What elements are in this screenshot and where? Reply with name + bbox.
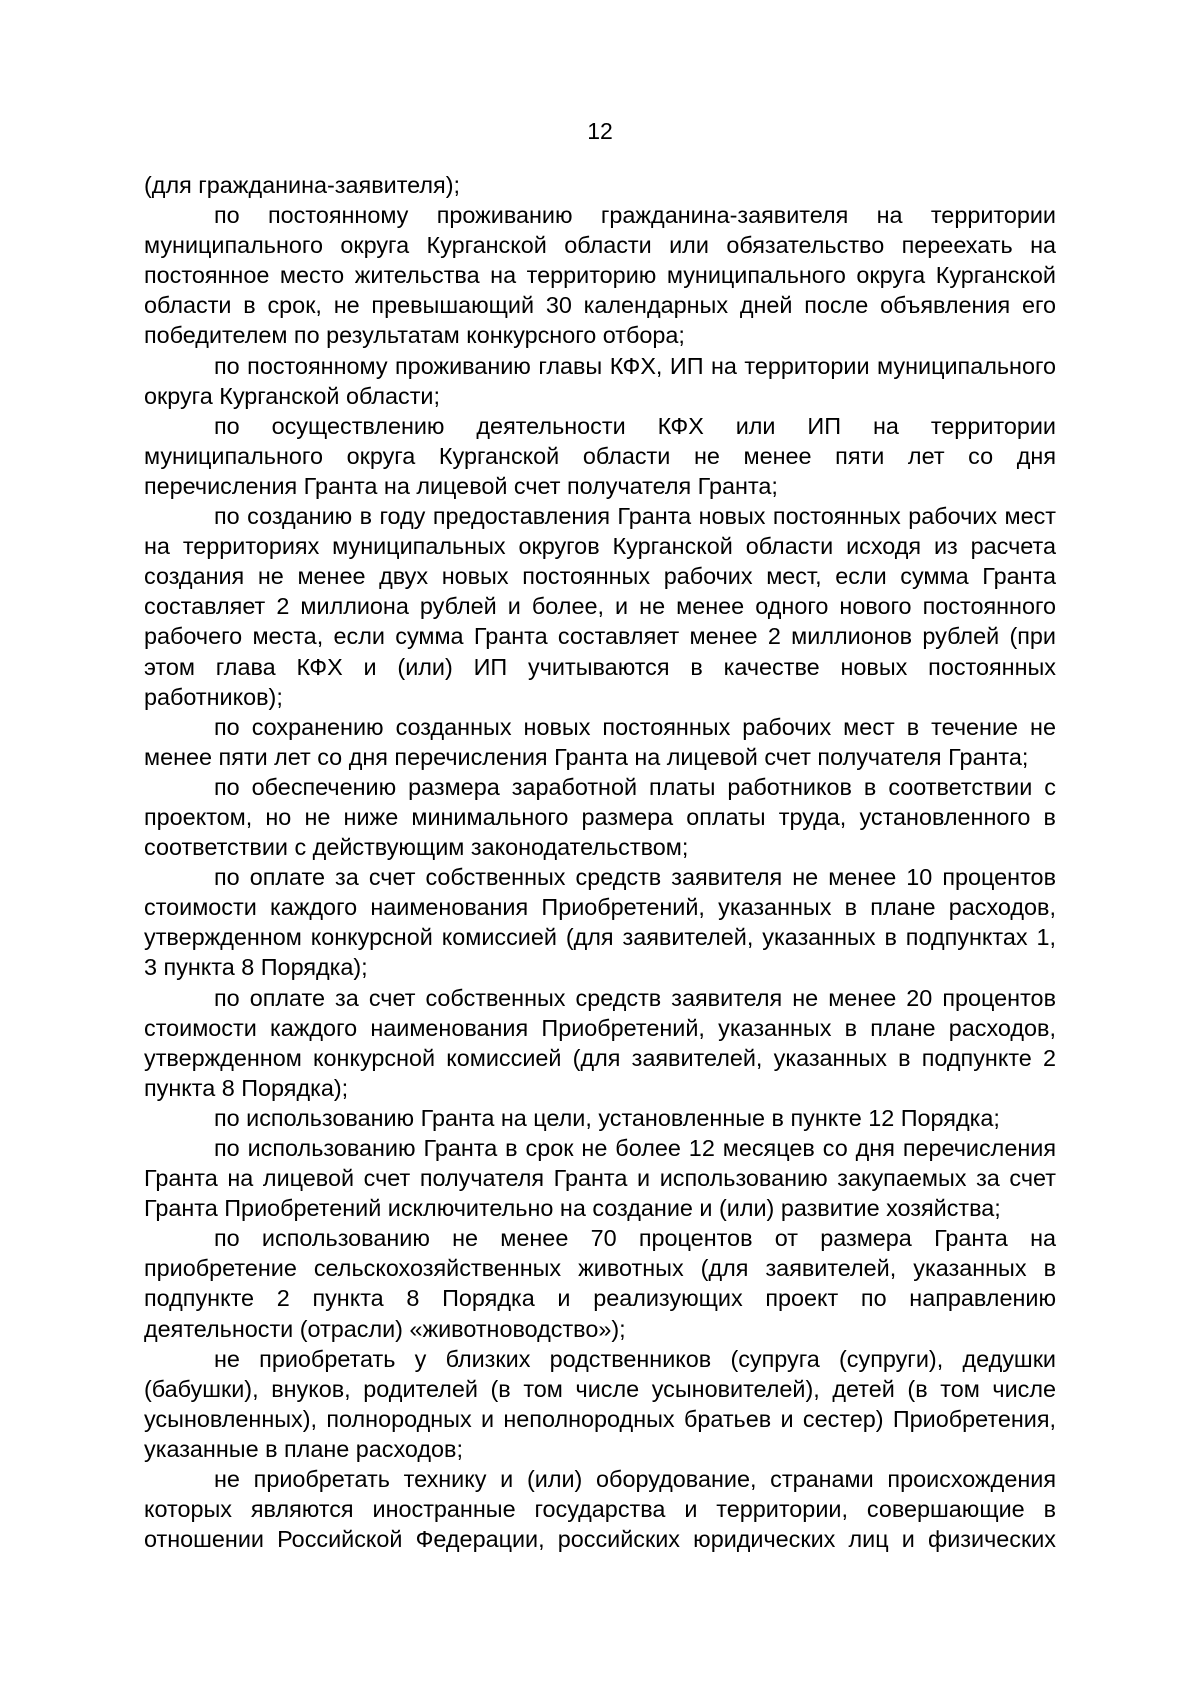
paragraph-residence-applicant: по постоянному проживанию гражданина-заявителя на территории муниципального округа Курганской области или обязательство переехать на постоянное место жительства на территорию муниципального округа Курганской области в срок, не превышающий 30 календарных дней после объявления его победителем по результатам конкурсного отбора; [144, 202, 1056, 349]
paragraph-grant-term: по использованию Гранта в срок не более 12 месяцев со дня перечисления Гранта на лицевой счет получателя Гранта и использованию закупаемых за счет Гранта Приобретений исключительно на создание и (или) развитие хозяйства; [144, 1135, 1056, 1222]
paragraph-grant-purpose: по использованию Гранта на цели, установленные в пункте 12 Порядка; [214, 1104, 1000, 1131]
paragraph-residence-head: по постоянному проживанию главы КФХ, ИП на территории муниципального округа Курганской области; [144, 352, 1056, 409]
page-number: 12 [587, 118, 613, 144]
document-body [144, 170, 1056, 1554]
paragraph-relatives: не приобретать у близких родственников (супруга (супруги), дедушки (бабушки), внуков, родителей (в том числе усыновителей), детей (в том числе усыновленных), полнородных и неполнородных братьев и сестер) Приобретения, указанные в плане расходов; [144, 1345, 1056, 1462]
paragraph-job-creation: по созданию в году предоставления Гранта новых постоянных рабочих мест на территориях муниципальных округов Курганской области исходя из расчета создания не менее двух новых постоянных рабочих мест, если сумма Гранта составляет 2 миллиона рублей и более, и не менее одного нового постоянного рабочего места, если сумма Гранта составляет менее 2 миллионов рублей (при этом глава КФХ и (или) ИП учитываются в качестве новых постоянных работников); [144, 503, 1056, 710]
paragraph-own-funds-10: по оплате за счет собственных средств заявителя не менее 10 процентов стоимости каждого наименования Приобретений, указанных в плане расходов, утвержденном конкурсной комиссией (для заявителей, указанных в подпунктах 1, 3 пункта 8 Порядка); [144, 864, 1056, 981]
paragraph-livestock-70: по использованию не менее 70 процентов от размера Гранта на приобретение сельскохозяйственных животных (для заявителей, указанных в подпункте 2 пункта 8 Порядка и реализующих проект по направлению деятельности (отрасли) «животноводство»); [144, 1225, 1056, 1342]
paragraph-continuation: (для гражданина-заявителя); [144, 172, 460, 198]
paragraph-foreign-equipment: не приобретать технику и (или) оборудование, странами происхождения которых являются иностранные государства и территории, совершающие в отношении Российской Федерации, российских юридических лиц и физических [144, 1466, 1056, 1553]
paragraph-own-funds-20: по оплате за счет собственных средств заявителя не менее 20 процентов стоимости каждого наименования Приобретений, указанных в плане расходов, утвержденном конкурсной комиссией (для заявителей, указанных в подпункте 2 пункта 8 Порядка); [144, 984, 1056, 1101]
paragraph-activity-period: по осуществлению деятельности КФХ или ИП на территории муниципального округа Курганской области не менее пяти лет со дня перечисления Гранта на лицевой счет получателя Гранта; [144, 412, 1056, 499]
paragraph-job-retention: по сохранению созданных новых постоянных рабочих мест в течение не менее пяти лет со дня перечисления Гранта на лицевой счет получателя Гранта; [144, 713, 1056, 770]
paragraph-salary: по обеспечению размера заработной платы работников в соответствии с проектом, но не ниже минимального размера оплаты труда, установленного в соответствии с действующим законодательством; [144, 773, 1056, 861]
